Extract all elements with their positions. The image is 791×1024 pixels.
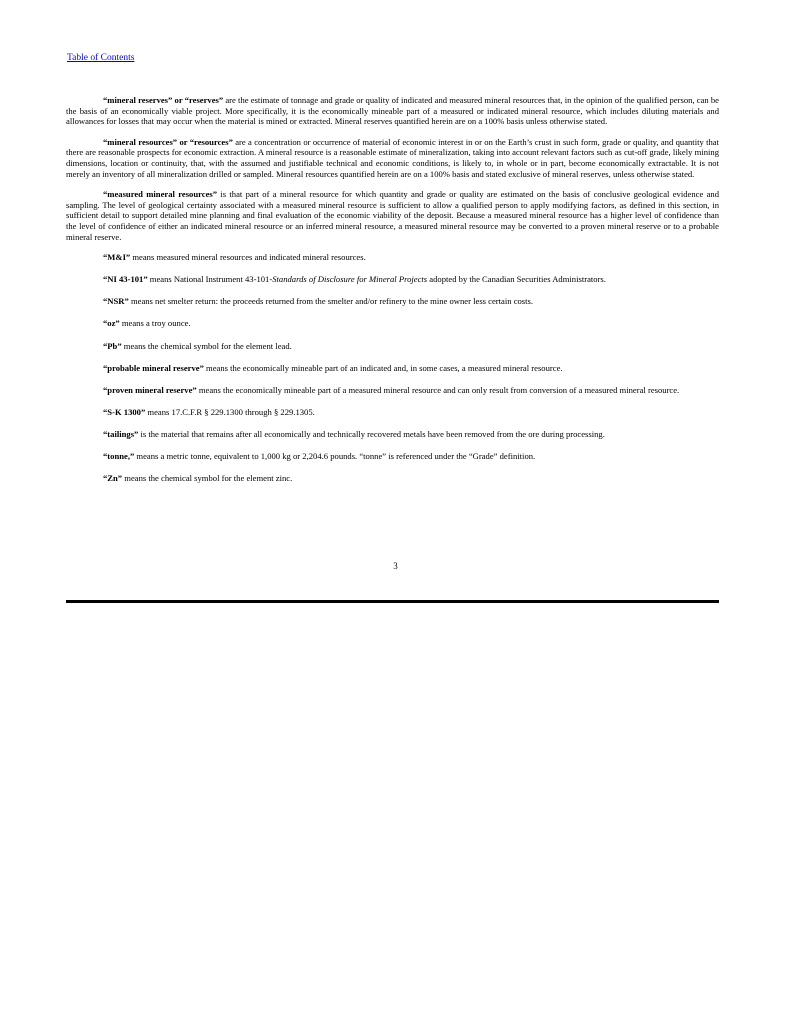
definition-proven-mineral-reserve bbox=[66, 385, 719, 396]
definition-text: means a metric tonne, equivalent to 1,000 kg or 2,204.6 pounds. “tonne” is referenced under the “Grade” definition. bbox=[134, 450, 536, 461]
definition-term: “NSR” bbox=[103, 296, 129, 307]
definition-text: means 17.C.F.R § 229.1300 through § 229.1305. bbox=[145, 406, 315, 417]
definition-tonne bbox=[66, 451, 719, 462]
definition-term: “mineral reserves” or “reserves” bbox=[103, 95, 224, 105]
definition-term: “Zn” bbox=[103, 473, 123, 484]
definitions-list bbox=[66, 95, 719, 495]
definition-text: means the economically mineable part of an indicated and, in some cases, a measured mineral resource. bbox=[203, 362, 563, 373]
definition-term: “proven mineral reserve” bbox=[103, 384, 197, 395]
definition-term: “probable mineral reserve” bbox=[103, 362, 204, 373]
page-divider bbox=[66, 600, 719, 603]
definition-term: “mineral resources” or “resources” bbox=[103, 136, 233, 147]
definition-oz bbox=[66, 318, 719, 329]
definition-text: means National Instrument 43-101- bbox=[147, 274, 273, 285]
definition-mineral-resources bbox=[66, 137, 719, 179]
definition-italic-title: Standards of Disclosure for Mineral Projects bbox=[272, 274, 428, 285]
definition-text: means a troy ounce. bbox=[119, 318, 191, 329]
definition-text-after: adopted by the Canadian Securities Administrators. bbox=[427, 274, 606, 285]
definition-text: means measured mineral resources and indicated mineral resources. bbox=[130, 252, 366, 263]
definition-term: “tonne,” bbox=[103, 450, 135, 461]
definition-text: means net smelter return: the proceeds returned from the smelter and/or refinery to the mine owner less certain costs. bbox=[128, 296, 534, 307]
definition-mineral-reserves bbox=[66, 95, 719, 127]
definition-nsr bbox=[66, 296, 719, 307]
definition-term: “Pb” bbox=[103, 340, 122, 351]
definition-text: is the material that remains after all economically and technically recovered metals have been removed from the ore during processing. bbox=[138, 428, 605, 439]
definition-text: are the estimate of tonnage and grade or quality of indicated and measured mineral resources that, in the opinion of the qualified person, can be the basis of an economically viable project. More specifically, it is the economically mineable part of a measured or indicated mineral resource, which includes diluting materials and allowances for losses that may occur when the material is mined or extracted. Mineral reserves quantified herein are on a 100% basis unless otherwise stated. bbox=[66, 95, 719, 127]
definition-zn bbox=[66, 473, 719, 484]
definition-term: “S-K 1300” bbox=[103, 406, 146, 417]
definition-term: “oz” bbox=[103, 318, 120, 329]
definition-term: “NI 43-101” bbox=[103, 274, 148, 285]
definition-text: means the chemical symbol for the element lead. bbox=[121, 340, 292, 351]
definition-term: “M&I” bbox=[103, 252, 131, 263]
definition-s-k-1300 bbox=[66, 407, 719, 418]
definition-tailings bbox=[66, 429, 719, 440]
definition-text: are a concentration or occurrence of material of economic interest in or on the Earth’s crust in such form, grade or quality, and quantity that there are reasonable prospects for economic extraction. A mineral resource is a reasonable estimate of mineralization, taking into account relevant factors such as cut-off grade, likely mining dimensions, location or continuity, that, with the assumed and justifiable technical and economic conditions, is likely to, in whole or in part, become economically extractable. It is not merely an inventory of all mineralization drilled or sampled. Mineral resources quantified herein are on a 100% basis and stated exclusive of mineral reserves, unless otherwise stated. bbox=[66, 136, 720, 179]
definition-ni-43-101 bbox=[66, 274, 719, 285]
definition-measured-mineral-resources bbox=[66, 189, 719, 242]
definition-text: means the economically mineable part of a measured mineral resource and can only result from conversion of a measured mineral resource. bbox=[196, 384, 680, 395]
page-number: 3 bbox=[393, 561, 398, 571]
definition-probable-mineral-reserve bbox=[66, 363, 719, 374]
definition-text: means the chemical symbol for the element zinc. bbox=[122, 473, 293, 484]
definition-term: “tailings” bbox=[103, 428, 139, 439]
definition-text: is that part of a mineral resource for which quantity and grade or quality are estimated on the basis of conclusive geological evidence and sampling. The level of geological certainty associated with a measured mineral resource is sufficient to allow a qualified person to apply modifying factors, as defined in this section, in sufficient detail to support detailed mine planning and final evaluation of the economic viability of the deposit. Because a measured mineral resource has a higher level of confidence than the level of confidence of either an indicated mineral resource or an inferred mineral resource, a measured mineral resource may be converted to a proven mineral reserve or to a probable mineral reserve. bbox=[66, 189, 720, 242]
definition-m-and-i bbox=[66, 252, 719, 263]
definition-term: “measured mineral resources” bbox=[103, 189, 218, 200]
definition-pb bbox=[66, 341, 719, 352]
table-of-contents-link[interactable]: Table of Contents bbox=[67, 53, 135, 63]
